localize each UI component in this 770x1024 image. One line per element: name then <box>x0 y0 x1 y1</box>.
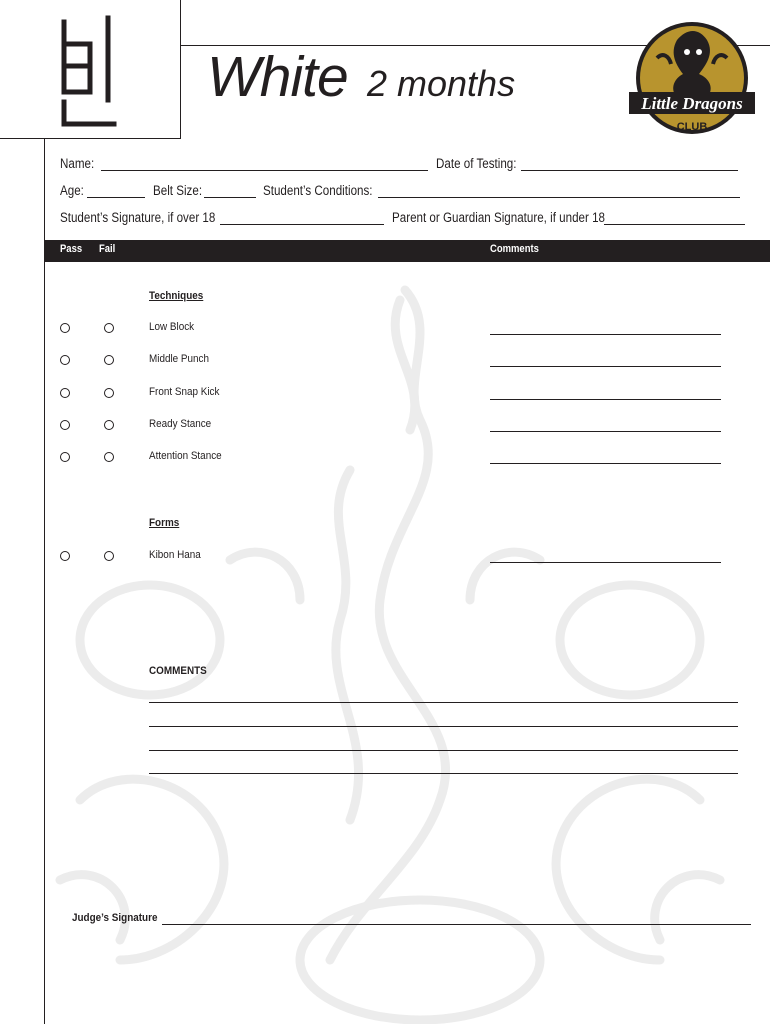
comments-line[interactable] <box>149 750 738 751</box>
pass-radio[interactable] <box>60 551 70 561</box>
comments-line[interactable] <box>149 726 738 727</box>
judge-signature-label: Judge’s Signature <box>72 912 158 924</box>
pass-radio[interactable] <box>60 323 70 333</box>
student-conditions-label: Student’s Conditions: <box>263 183 373 198</box>
logo-title: Little Dragons <box>641 94 743 113</box>
techniques-heading: Techniques <box>149 290 204 302</box>
comments-line[interactable] <box>149 702 738 703</box>
duration-title: 2 months <box>367 63 516 104</box>
name-field[interactable] <box>101 170 428 171</box>
belt-size-field[interactable] <box>204 197 256 198</box>
technique-label: Middle Punch <box>149 353 209 365</box>
guardian-signature-field[interactable] <box>604 224 745 225</box>
table-header-bar <box>44 240 770 262</box>
forms-heading: Forms <box>149 517 180 529</box>
logo-box <box>0 0 181 139</box>
technique-label: Low Block <box>149 321 195 333</box>
pass-header: Pass <box>60 243 83 255</box>
fail-radio[interactable] <box>104 420 114 430</box>
left-border <box>44 139 45 1024</box>
technique-label: Front Snap Kick <box>149 386 220 398</box>
pass-radio[interactable] <box>60 388 70 398</box>
logo-subtitle: CLUB <box>676 121 708 133</box>
comments-header: Comments <box>490 243 539 255</box>
student-conditions-field[interactable] <box>378 197 740 198</box>
pass-radio[interactable] <box>60 420 70 430</box>
comments-line[interactable] <box>149 773 738 774</box>
pass-radio[interactable] <box>60 355 70 365</box>
name-label: Name: <box>60 156 95 171</box>
date-of-testing-field[interactable] <box>521 170 738 171</box>
date-of-testing-label: Date of Testing: <box>436 156 517 171</box>
fail-radio[interactable] <box>104 452 114 462</box>
comment-line[interactable] <box>490 334 721 335</box>
belt-title: White <box>207 45 348 109</box>
comment-line[interactable] <box>490 366 721 367</box>
age-field[interactable] <box>87 197 145 198</box>
student-signature-label: Student’s Signature, if over 18 <box>60 210 216 225</box>
comments-heading: COMMENTS <box>149 665 207 677</box>
comment-line[interactable] <box>490 562 721 563</box>
technique-label: Ready Stance <box>149 418 212 430</box>
korean-logo-mark <box>0 0 181 139</box>
student-signature-field[interactable] <box>220 224 384 225</box>
comment-line[interactable] <box>490 463 721 464</box>
comment-line[interactable] <box>490 399 721 400</box>
fail-radio[interactable] <box>104 323 114 333</box>
age-label: Age: <box>60 183 84 198</box>
technique-label: Attention Stance <box>149 450 222 462</box>
fail-header: Fail <box>99 243 116 255</box>
guardian-signature-label: Parent or Guardian Signature, if under 18 <box>392 210 605 225</box>
form-label: Kibon Hana <box>149 549 201 561</box>
pass-radio[interactable] <box>60 452 70 462</box>
fail-radio[interactable] <box>104 355 114 365</box>
fail-radio[interactable] <box>104 388 114 398</box>
fail-radio[interactable] <box>104 551 114 561</box>
judge-signature-field[interactable] <box>162 924 751 925</box>
little-dragons-club-logo <box>627 18 757 138</box>
comment-line[interactable] <box>490 431 721 432</box>
belt-size-label: Belt Size: <box>153 183 203 198</box>
